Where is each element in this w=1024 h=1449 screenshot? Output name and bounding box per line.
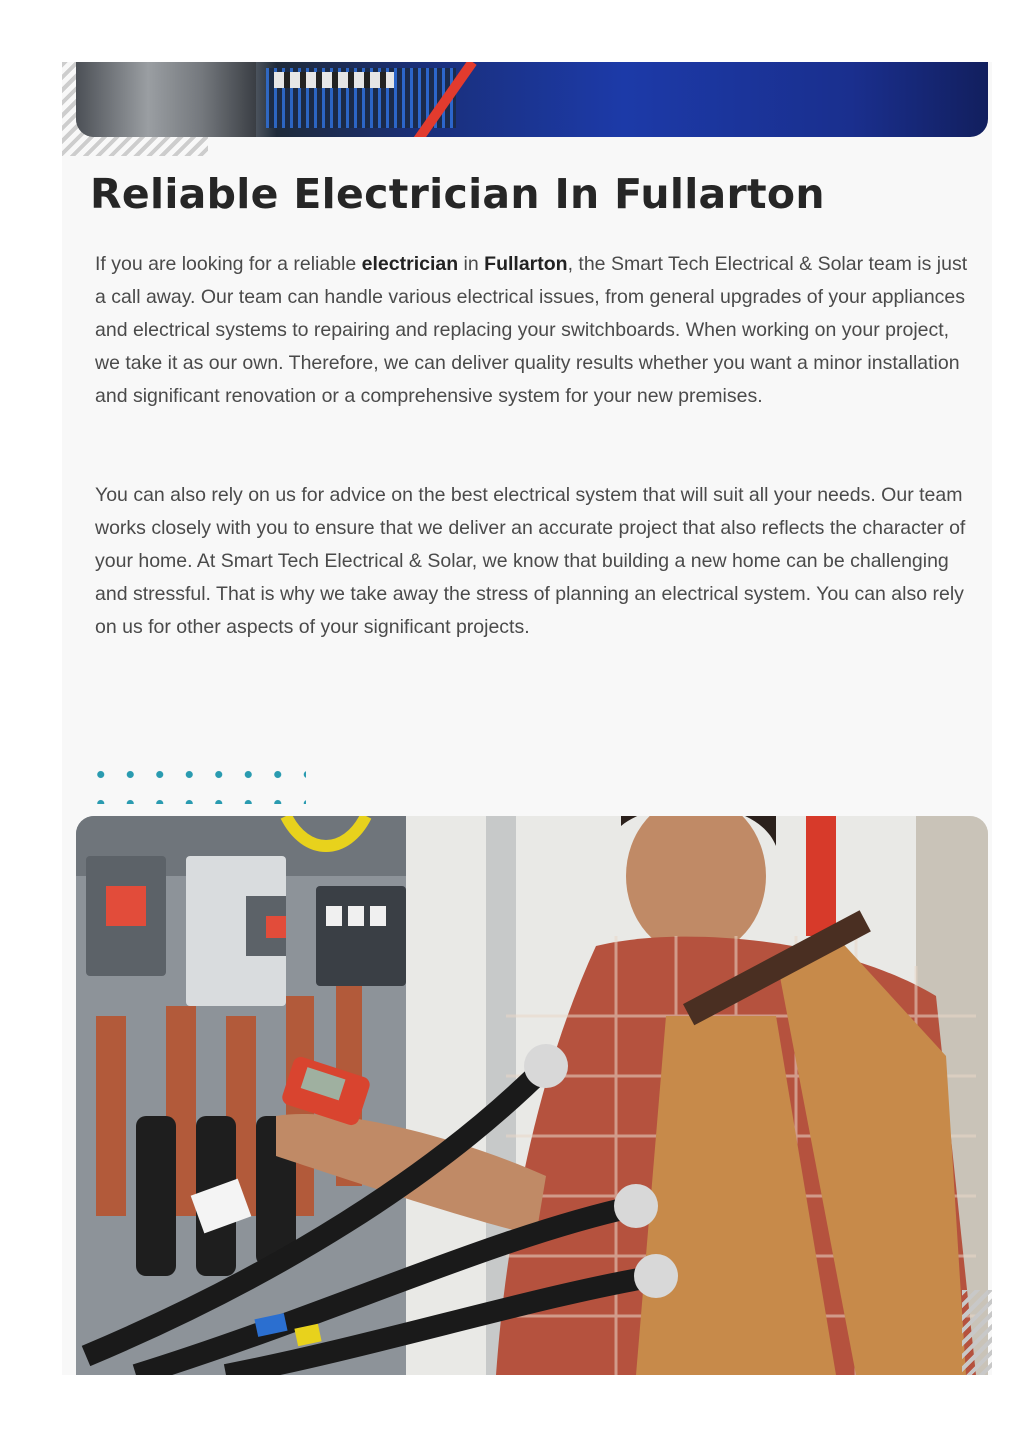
electrician-photo-illustration	[76, 816, 988, 1375]
keyword-location: Fullarton	[484, 253, 568, 275]
intro-paragraph	[95, 248, 970, 413]
page-title: Reliable Electrician In Fullarton	[90, 170, 825, 218]
stripes-pattern-icon	[962, 1290, 992, 1375]
banner-panel-shape	[76, 62, 256, 137]
banner-breakers-shape	[274, 72, 394, 88]
dots-pattern-icon	[86, 760, 306, 804]
intro-rest-text: , the Smart Tech Electrical & Solar team is just a call away. Our team can handle various electrical issues, from general upgrades of your appliances and electrical systems to repairing and replacing your switchboards. When working on your project, we take it as our own. Therefore, we can deliver quality results whether you want a minor installation and significant renovation or a comprehensive system for your new premises.	[95, 253, 968, 407]
keyword-electrician: electrician	[361, 253, 459, 275]
intro-mid-text: in	[458, 253, 485, 275]
electrician-photo	[76, 816, 988, 1375]
switchboard-banner-image	[76, 62, 988, 137]
advice-paragraph: You can also rely on us for advice on the best electrical system that will suit all your needs. Our team works closely with you to ensure that we deliver an accurate project that also reflects the character of your home. At Smart Tech Electrical & Solar, we know that building a new home can be challenging and stressful. That is why we take away the stress of planning an electrical system. You can also rely on us for other aspects of your significant projects.	[95, 484, 966, 638]
intro-text: If you are looking for a reliable	[95, 253, 362, 275]
